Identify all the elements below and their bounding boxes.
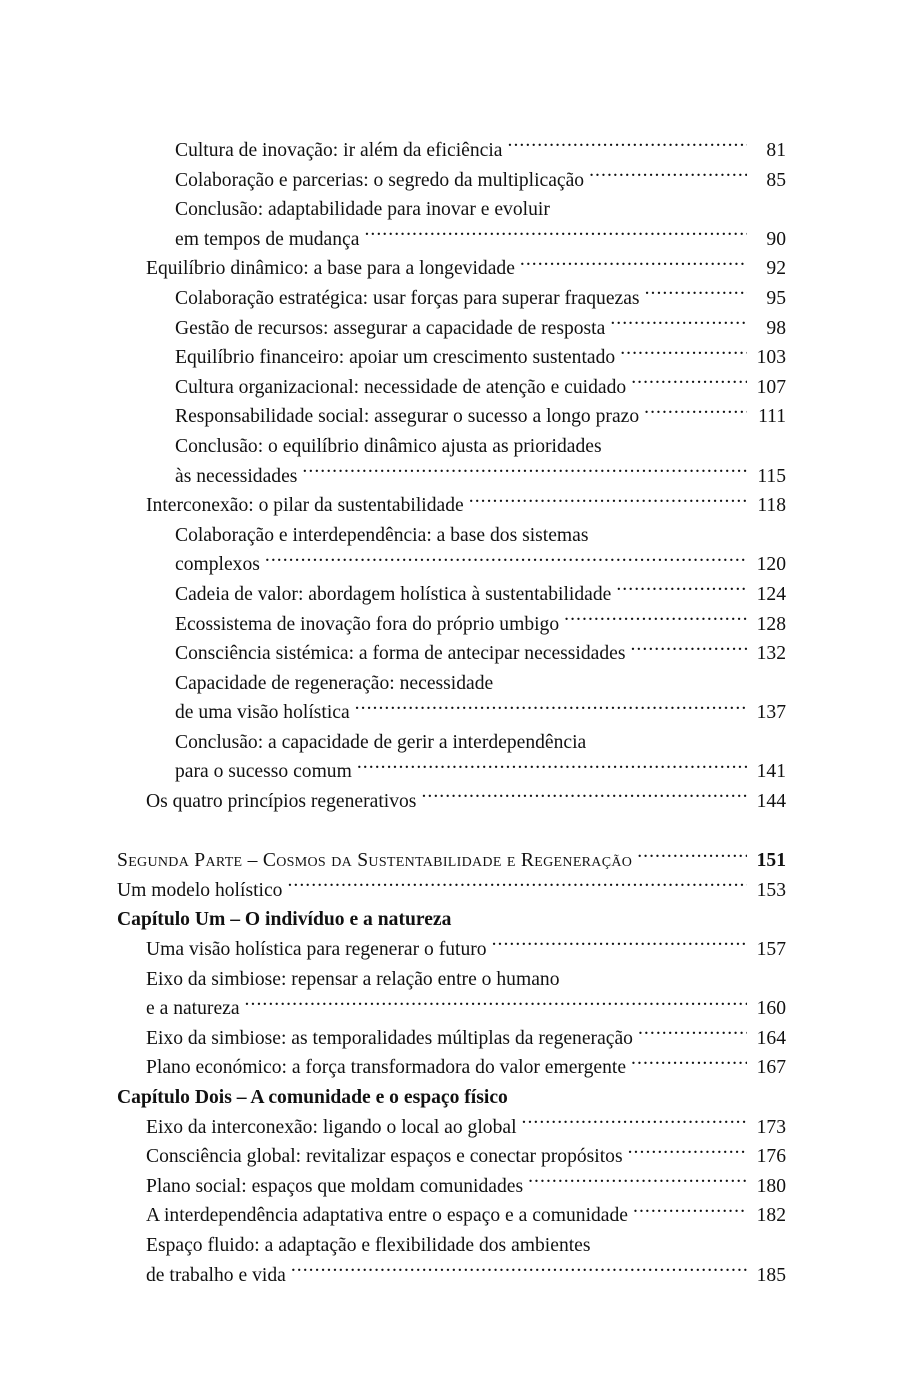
dot-leader <box>616 580 747 600</box>
toc-entry-title: e a natureza <box>146 998 240 1020</box>
dot-leader <box>637 847 747 867</box>
toc-entry[interactable] <box>117 1053 786 1083</box>
toc-entry[interactable] <box>117 1113 786 1143</box>
toc-entry[interactable] <box>117 373 786 403</box>
toc-entry[interactable] <box>117 1261 786 1291</box>
toc-entry[interactable] <box>117 1201 786 1231</box>
section-spacer <box>117 817 786 847</box>
toc-entry[interactable] <box>117 1142 786 1172</box>
toc-page-number: 164 <box>756 1027 786 1049</box>
toc-entry-title: Capacidade de regeneração: necessidade <box>175 672 494 694</box>
toc-page-number: 111 <box>758 406 786 428</box>
toc-page-number: 128 <box>756 613 786 635</box>
toc-entry-title: Colaboração e parcerias: o segredo da multiplicação <box>175 169 585 191</box>
toc-entry-list <box>117 136 786 1290</box>
dot-leader <box>645 284 747 304</box>
toc-entry-title: Espaço fluido: a adaptação e flexibilidade dos ambientes <box>146 1234 591 1256</box>
dot-leader <box>357 758 747 778</box>
toc-entry-title: complexos <box>175 554 260 576</box>
toc-entry-title: Cadeia de valor: abordagem holística à sustentabilidade <box>175 583 612 605</box>
toc-entry[interactable] <box>117 432 786 462</box>
toc-page-number: 167 <box>756 1057 786 1079</box>
dot-leader <box>291 1261 747 1281</box>
toc-entry-title: Eixo da simbiose: as temporalidades múltiplas da regeneração <box>146 1027 633 1049</box>
toc-entry-title: Um modelo holístico <box>117 879 283 901</box>
toc-page-number: 85 <box>766 169 786 191</box>
dot-leader <box>631 373 747 393</box>
dot-leader <box>245 995 747 1015</box>
toc-entry[interactable] <box>117 965 786 995</box>
toc-entry-title: Plano económico: a força transformadora do valor emergente <box>146 1057 627 1079</box>
dot-leader <box>589 166 747 186</box>
toc-entry[interactable] <box>117 580 786 610</box>
toc-entry[interactable] <box>117 284 786 314</box>
toc-page-number: 160 <box>756 998 786 1020</box>
toc-page-number: 124 <box>756 583 786 605</box>
toc-entry-title: Plano social: espaços que moldam comunidades <box>146 1175 524 1197</box>
toc-page-number: 182 <box>756 1205 786 1227</box>
toc-chapter-heading[interactable] <box>117 1083 786 1113</box>
dot-leader <box>492 935 747 955</box>
toc-page-number: 81 <box>766 140 786 161</box>
toc-entry[interactable] <box>117 195 786 225</box>
toc-entry[interactable] <box>117 521 786 551</box>
toc-entry-title: Capítulo Um – O indivíduo e a natureza <box>117 909 452 931</box>
dot-leader <box>631 1054 747 1074</box>
toc-entry-title: Interconexão: o pilar da sustentabilidade <box>146 495 464 517</box>
toc-entry[interactable] <box>117 610 786 640</box>
toc-entry-title: Consciência global: revitalizar espaços e conectar propósitos <box>146 1146 623 1168</box>
toc-entry-title: de uma visão holística <box>175 702 350 724</box>
dot-leader <box>628 1143 747 1163</box>
dot-leader <box>421 787 747 807</box>
toc-entry-title: de trabalho e vida <box>146 1264 286 1286</box>
dot-leader <box>364 225 747 245</box>
toc-entry[interactable] <box>117 935 786 965</box>
toc-page-number: 92 <box>766 258 786 280</box>
toc-entry[interactable] <box>117 994 786 1024</box>
toc-page-number: 144 <box>756 791 786 813</box>
toc-chapter-heading[interactable] <box>117 905 786 935</box>
toc-entry[interactable] <box>117 669 786 699</box>
dot-leader <box>620 344 747 364</box>
dot-leader <box>630 640 747 660</box>
dot-leader <box>528 1172 747 1192</box>
toc-entry-title: Responsabilidade social: assegurar o sucesso a longo prazo <box>175 406 640 428</box>
toc-entry-title: Conclusão: o equilíbrio dinâmico ajusta as prioridades <box>175 435 602 457</box>
dot-leader <box>638 1024 747 1044</box>
toc-page-number: 95 <box>766 287 786 309</box>
toc-page-number: 185 <box>756 1264 786 1286</box>
dot-leader <box>302 462 747 482</box>
toc-entry[interactable] <box>117 402 786 432</box>
toc-entry-title: para o sucesso comum <box>175 761 352 783</box>
toc-entry[interactable] <box>117 728 786 758</box>
toc-entry-title: Consciência sistémica: a forma de antecipar necessidades <box>175 643 626 665</box>
toc-page-number: 115 <box>757 465 786 487</box>
toc-entry-title: Colaboração estratégica: usar forças para superar fraquezas <box>175 287 640 309</box>
toc-page-number: 157 <box>756 939 786 961</box>
toc-page-number: 98 <box>766 317 786 339</box>
dot-leader <box>355 699 747 719</box>
toc-page-number: 107 <box>756 376 786 398</box>
toc-entry[interactable] <box>117 639 786 669</box>
toc-entry-title: Equilíbrio dinâmico: a base para a longevidade <box>146 258 515 280</box>
toc-entry-title: Uma visão holística para regenerar o futuro <box>146 939 487 961</box>
dot-leader <box>287 876 747 896</box>
toc-page-number: 151 <box>756 850 786 872</box>
toc-entry[interactable] <box>117 343 786 373</box>
toc-entry-title: Eixo da simbiose: repensar a relação entre o humano <box>146 968 560 990</box>
toc-entry[interactable] <box>117 254 786 284</box>
toc-entry-title: Cultura organizacional: necessidade de atenção e cuidado <box>175 376 627 398</box>
dot-leader <box>508 136 748 156</box>
toc-entry-title: Eixo da interconexão: ligando o local ao global <box>146 1116 517 1138</box>
toc-entry[interactable] <box>117 462 786 492</box>
toc-entry[interactable] <box>117 225 786 255</box>
dot-leader <box>265 551 747 571</box>
dot-leader <box>564 610 747 630</box>
toc-entry-title: Segunda Parte – Cosmos da Sustentabilidade e Regeneração <box>117 850 633 872</box>
toc-entry-title: em tempos de mudança <box>175 228 360 250</box>
toc-page-number: 137 <box>756 702 786 724</box>
toc-entry-title: Os quatro princípios regenerativos <box>146 791 417 813</box>
toc-entry-title: Ecossistema de inovação fora do próprio umbigo <box>175 613 560 635</box>
dot-leader <box>633 1202 747 1222</box>
toc-entry[interactable] <box>117 314 786 344</box>
toc-page-number: 141 <box>756 761 786 783</box>
dot-leader <box>610 314 747 334</box>
toc-page-number: 90 <box>766 228 786 250</box>
dot-leader <box>469 492 747 512</box>
toc-entry[interactable] <box>117 491 786 521</box>
toc-entry[interactable] <box>117 1024 786 1054</box>
toc-entry-title: Colaboração e interdependência: a base dos sistemas <box>175 524 589 546</box>
toc-page-number: 180 <box>756 1175 786 1197</box>
toc-page-number: 132 <box>756 643 786 665</box>
toc-page-number: 120 <box>756 554 786 576</box>
toc-entry[interactable] <box>117 1231 786 1261</box>
toc-entry-title: Conclusão: adaptabilidade para inovar e evoluir <box>175 199 550 221</box>
toc-part-heading[interactable] <box>117 846 786 876</box>
toc-entry-title: Capítulo Dois – A comunidade e o espaço físico <box>117 1087 508 1108</box>
toc-page-number: 173 <box>756 1116 786 1138</box>
toc-entry[interactable] <box>117 166 786 196</box>
toc-entry[interactable] <box>117 698 786 728</box>
toc-entry-title: às necessidades <box>175 465 298 487</box>
toc-page-number: 153 <box>756 879 786 901</box>
toc-entry[interactable] <box>117 136 786 166</box>
toc-entry-title: Gestão de recursos: assegurar a capacidade de resposta <box>175 317 606 339</box>
dot-leader <box>522 1113 747 1133</box>
toc-entry[interactable] <box>117 1172 786 1202</box>
toc-entry-title: Cultura de inovação: ir além da eficiência <box>175 140 503 161</box>
toc-entry[interactable] <box>117 787 786 817</box>
dot-leader <box>520 255 747 275</box>
toc-entry[interactable] <box>117 757 786 787</box>
toc-entry-title: Conclusão: a capacidade de gerir a interdependência <box>175 731 587 753</box>
toc-page-number: 103 <box>756 347 786 369</box>
toc-entry-title: Equilíbrio financeiro: apoiar um crescimento sustentado <box>175 347 616 369</box>
toc-entry[interactable] <box>117 550 786 580</box>
dot-leader <box>644 403 747 423</box>
toc-entry[interactable] <box>117 876 786 906</box>
toc-page-number: 176 <box>756 1146 786 1168</box>
toc-entry-title: A interdependência adaptativa entre o espaço e a comunidade <box>146 1205 628 1227</box>
toc-page-number: 118 <box>757 495 786 517</box>
